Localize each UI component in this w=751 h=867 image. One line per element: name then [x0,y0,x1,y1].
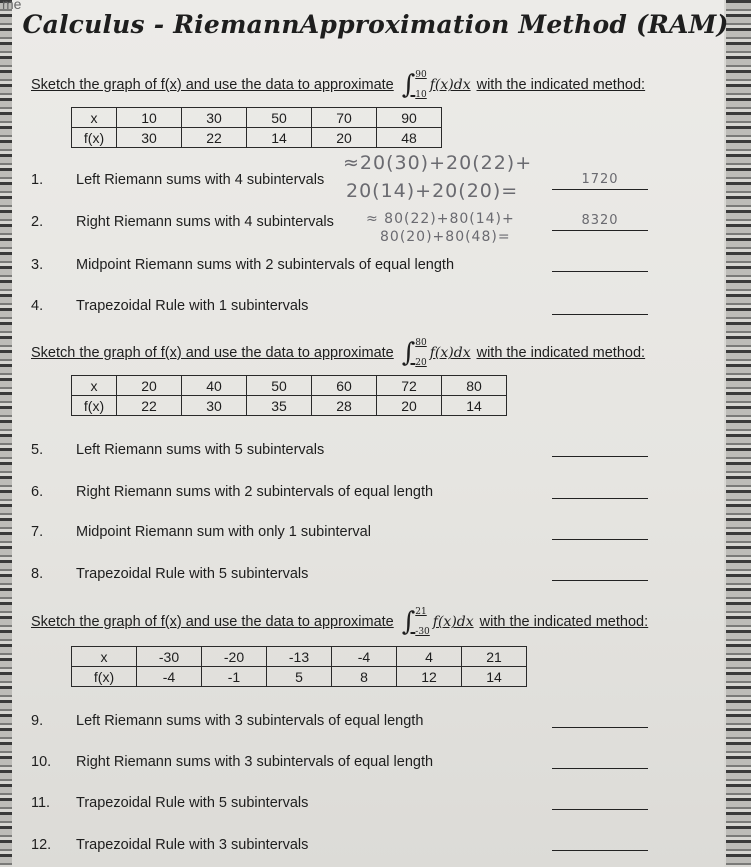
table-row-x [72,376,507,396]
data-table-3 [71,646,527,687]
question-number: 1. [31,172,44,188]
table-cell: 72 [377,376,442,396]
question-7 [31,524,651,540]
integral-sign: ∫ [401,70,416,100]
section-3-instruction [31,607,648,637]
table-header-fx: f(x) [72,128,117,148]
sketch-suffix: with the indicated method: [479,614,649,630]
corner-note: me [2,0,22,12]
integrand: f(x)dx [429,77,471,93]
answer-blank-9[interactable] [552,727,648,728]
integral-lower-limit: 20 [415,358,427,368]
table-header-fx: f(x) [72,667,137,687]
question-text: Left Riemann sums with 4 subintervals [76,172,325,188]
sketch-prefix: Sketch the graph of f(x) and use the data to approximate [31,345,394,361]
table-cell: 28 [312,396,377,416]
question-text: Trapezoidal Rule with 5 subintervals [76,795,309,811]
answer-blank-2[interactable] [552,230,648,231]
answer-blank-4[interactable] [552,314,648,315]
answer-2: 8320 [581,213,619,228]
answer-blank-10[interactable] [552,768,648,769]
table-cell: 20 [117,376,182,396]
question-text: Trapezoidal Rule with 5 subintervals [76,566,309,582]
table-cell: 60 [312,376,377,396]
table-row-f [72,396,507,416]
answer-blank-1[interactable] [552,189,648,190]
table-cell: 12 [397,667,462,687]
question-number: 8. [31,566,44,582]
question-text: Midpoint Riemann sums with 2 subintervals of equal length [76,257,455,273]
question-number: 12. [31,837,52,853]
table-cell: -4 [137,667,202,687]
table-cell: -1 [202,667,267,687]
table-cell: 5 [267,667,332,687]
question-number: 4. [31,298,44,314]
question-number: 7. [31,524,44,540]
question-text: Trapezoidal Rule with 1 subintervals [76,298,309,314]
integral-expression [402,338,473,368]
answer-blank-5[interactable] [552,456,648,457]
section-2-instruction [31,338,645,368]
table-row-x [72,647,527,667]
question-text: Right Riemann sums with 2 subintervals of equal length [76,484,434,500]
question-number: 11. [31,795,51,811]
integral-sign: ∫ [401,338,416,368]
question-number: 6. [31,484,44,500]
answer-blank-3[interactable] [552,271,648,272]
table-cell: 30 [182,396,247,416]
answer-blank-8[interactable] [552,580,648,581]
table-cell: 20 [377,396,442,416]
table-cell: 10 [117,108,182,128]
question-text: Midpoint Riemann sum with only 1 subinterval [76,524,371,540]
table-header-fx: f(x) [72,396,117,416]
table-cell: 14 [462,667,527,687]
table-cell: 22 [182,128,247,148]
question-4 [31,298,651,314]
worksheet-title: Calculus - RiemannApproximation Method (RAM) [22,10,729,39]
table-cell: 40 [182,376,247,396]
integrand: f(x)dx [432,614,474,630]
integrand: f(x)dx [429,345,471,361]
answer-blank-6[interactable] [552,498,648,499]
table-row-f [72,128,442,148]
answer-blank-7[interactable] [552,539,648,540]
table-cell: 14 [247,128,312,148]
table-cell: 22 [117,396,182,416]
integral-lower-limit: -30 [415,627,430,637]
question-number: 2. [31,214,44,230]
question-text: Right Riemann sums with 4 subintervals [76,214,334,230]
handwritten-work-q2-line2: 80(20)+80(48)= [380,229,511,245]
integral-upper-limit: 80 [415,338,427,348]
question-text: Left Riemann sums with 3 subintervals of equal length [76,713,424,729]
question-text: Right Riemann sums with 3 subintervals of equal length [76,754,434,770]
table-header-x: x [72,376,117,396]
handwritten-work-q2-line1: ≈ 80(22)+80(14)+ [366,211,515,227]
binder-edge-left [0,0,12,867]
sketch-prefix: Sketch the graph of f(x) and use the data to approximate [31,77,394,93]
question-number: 9. [31,713,44,729]
table-cell: 14 [442,396,507,416]
table-cell: 48 [377,128,442,148]
table-cell: 30 [117,128,182,148]
question-number: 10. [31,754,52,770]
question-number: 3. [31,257,44,273]
table-cell: -4 [332,647,397,667]
table-cell: 70 [312,108,377,128]
table-cell: 90 [377,108,442,128]
answer-1: 1720 [581,172,619,187]
table-cell: 30 [182,108,247,128]
table-row-f [72,667,527,687]
table-cell: -30 [137,647,202,667]
table-cell: 21 [462,647,527,667]
table-row-x [72,108,442,128]
answer-blank-11[interactable] [552,809,648,810]
table-cell: 4 [397,647,462,667]
table-cell: -13 [267,647,332,667]
handwritten-work-q1-line2: 20(14)+20(20)= [346,180,519,202]
integral-upper-limit: 90 [415,70,427,80]
question-text: Left Riemann sums with 5 subintervals [76,442,325,458]
question-number: 5. [31,442,44,458]
integral-upper-limit: 21 [415,607,427,617]
sketch-suffix: with the indicated method: [476,77,646,93]
binder-edge-right [726,0,751,867]
answer-blank-12[interactable] [552,850,648,851]
question-text: Trapezoidal Rule with 3 subintervals [76,837,309,853]
table-header-x: x [72,108,117,128]
table-cell: 50 [247,376,312,396]
table-cell: 80 [442,376,507,396]
integral-lower-limit: 10 [415,90,427,100]
integral-expression [402,607,476,637]
table-cell: -20 [202,647,267,667]
table-cell: 20 [312,128,377,148]
data-table-1 [71,107,442,148]
table-cell: 35 [247,396,312,416]
integral-expression [402,70,473,100]
sketch-prefix: Sketch the graph of f(x) and use the data to approximate [31,614,394,630]
data-table-2 [71,375,507,416]
table-cell: 50 [247,108,312,128]
table-header-x: x [72,647,137,667]
table-cell: 8 [332,667,397,687]
sketch-suffix: with the indicated method: [476,345,646,361]
handwritten-work-q1-line1: ≈20(30)+20(22)+ [343,152,533,174]
integral-sign: ∫ [401,607,416,637]
section-1-instruction [31,70,645,100]
